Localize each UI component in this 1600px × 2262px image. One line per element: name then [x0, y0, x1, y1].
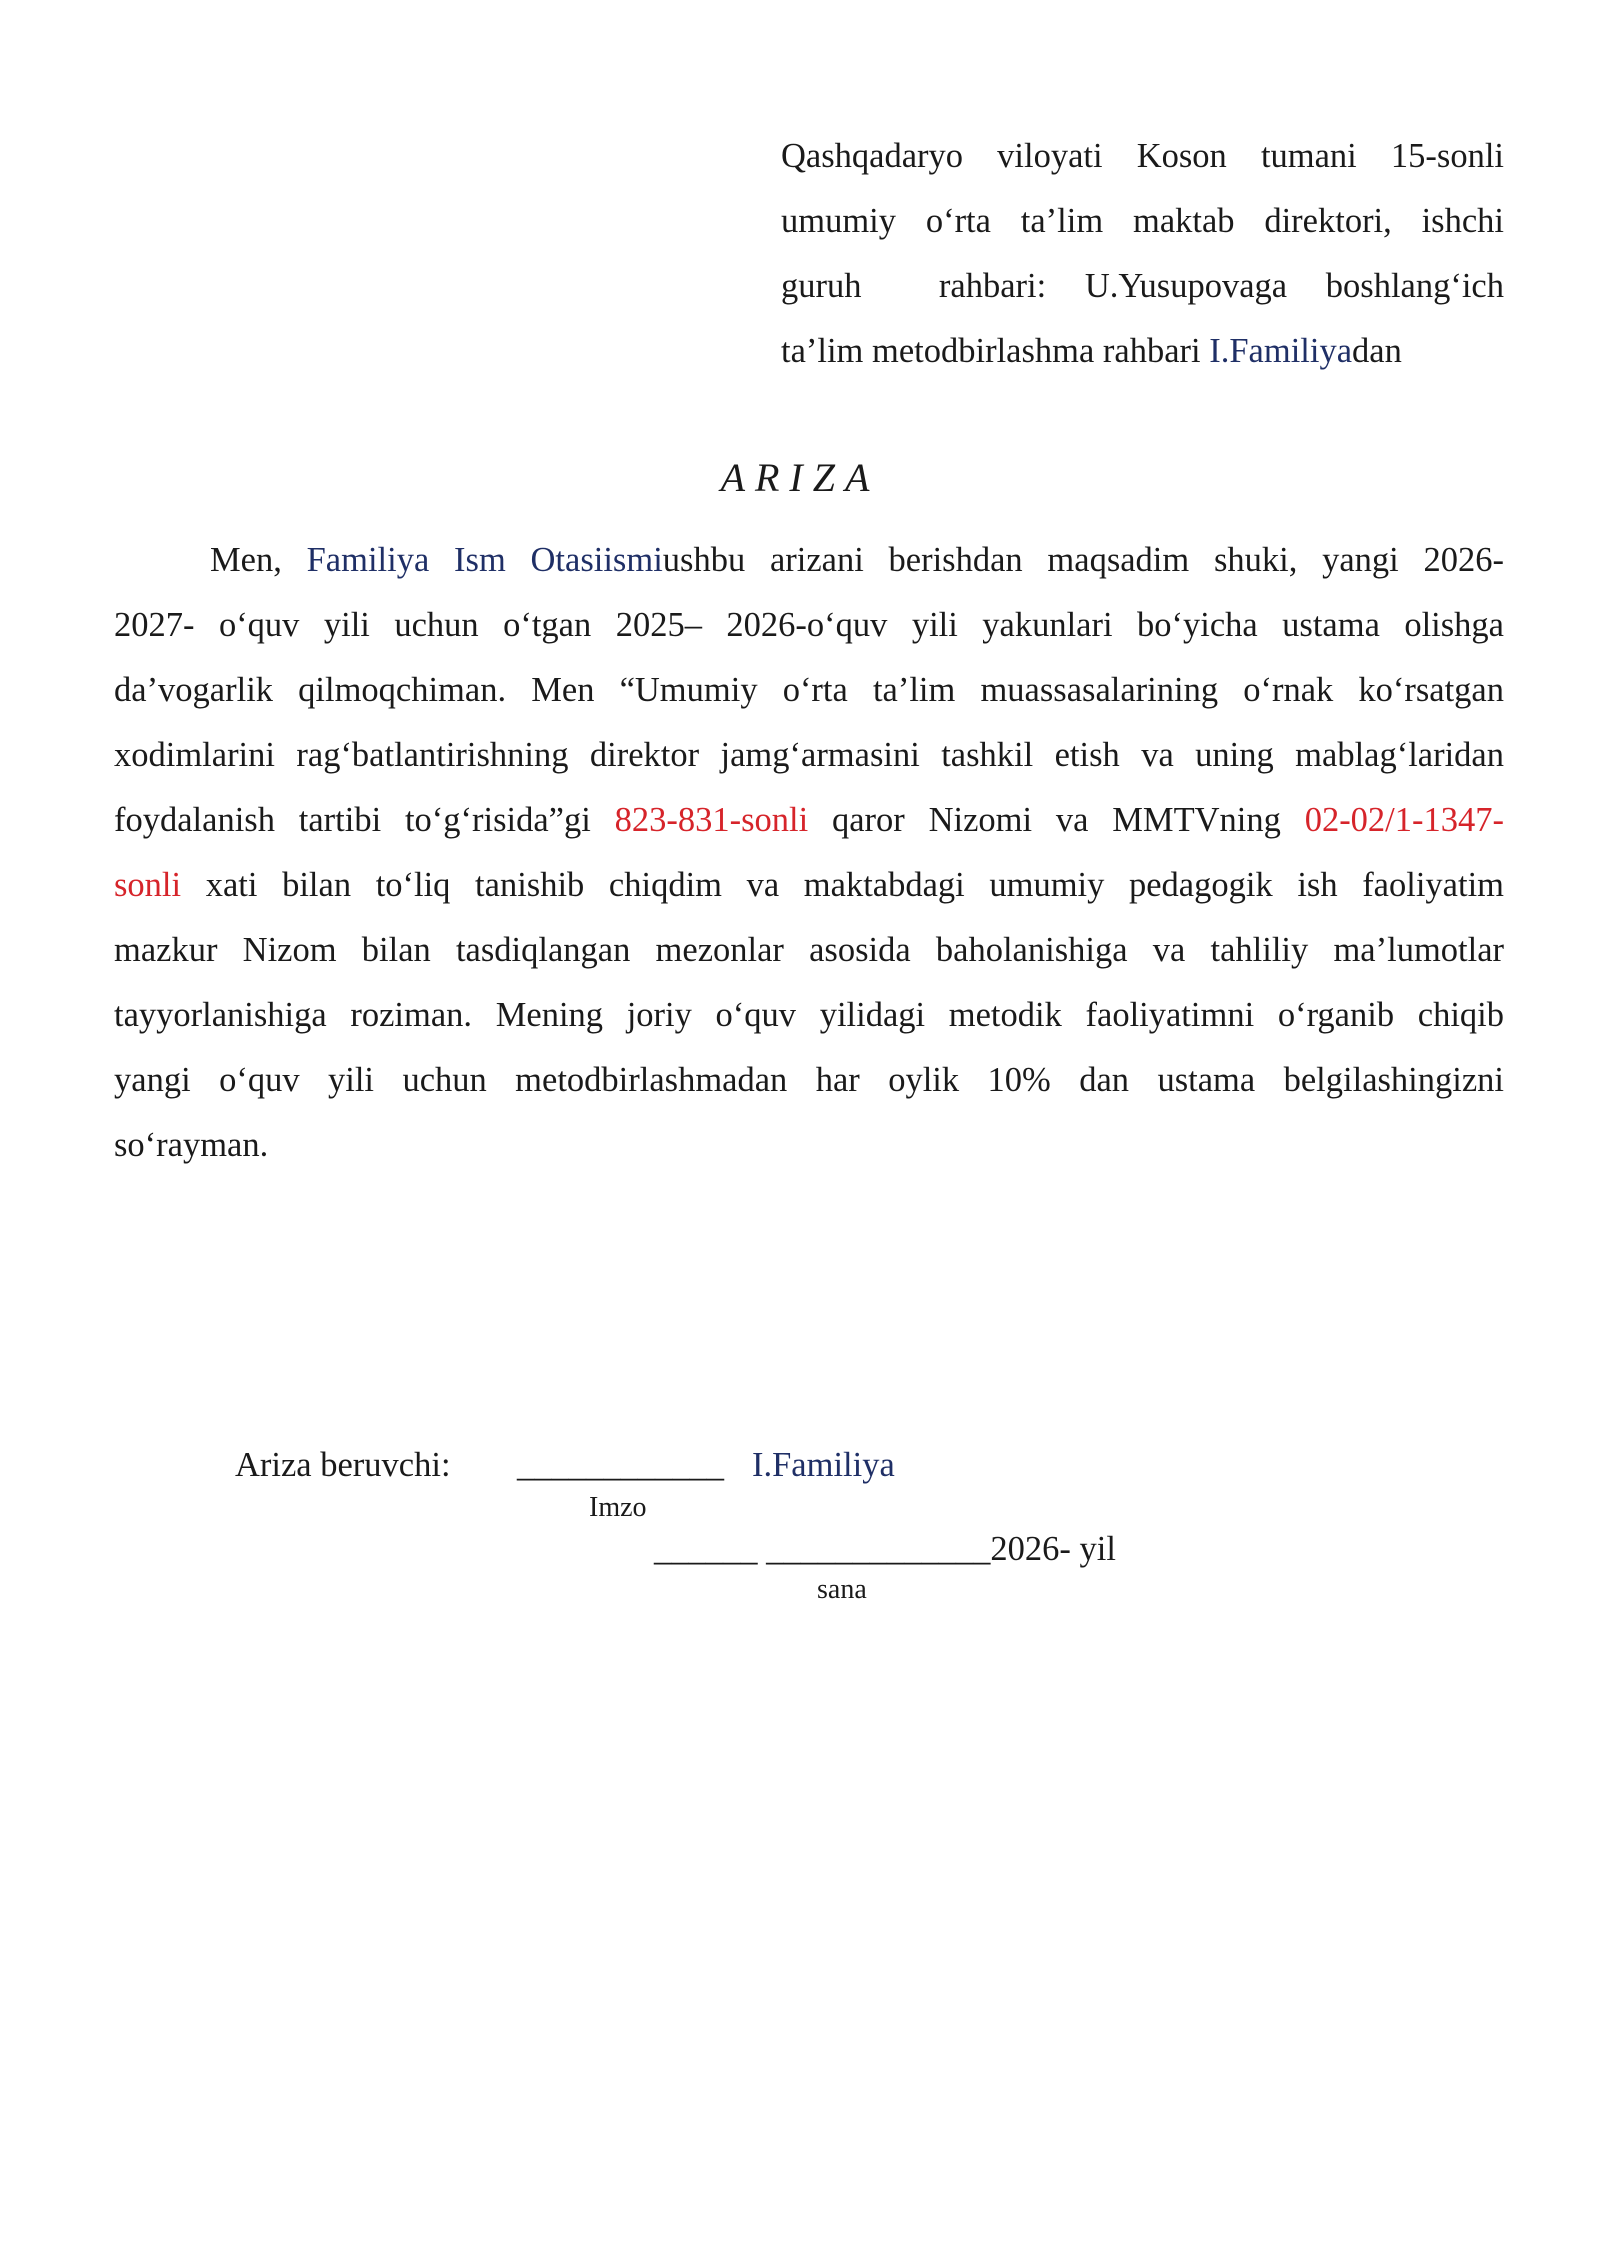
signature-caption: Imzo [589, 1492, 647, 1523]
addressee-line-3: guruh rahbari: U.Yusupovaga boshlang‘ich [781, 267, 1504, 305]
body-line-6-rest: xati bilan to‘liq tanishib chiqdim va maktabdagi umumiy pedagogik ish faoliyatim [181, 866, 1504, 904]
date-line: ______ _____________2026- yil [654, 1530, 1116, 1568]
body-line-1-start: Men, [210, 541, 307, 579]
addressee-sender-role: ta’lim metodbirlashma rahbari [781, 332, 1210, 370]
body-line-5-middle: qaror Nizomi va MMTVning [808, 801, 1305, 839]
signature-line: ____________ [517, 1446, 724, 1484]
body-line-1 [114, 528, 1504, 593]
letter-reference-part-1: 02-02/1-1347- [1304, 801, 1504, 839]
body-line-5 [114, 788, 1504, 853]
application-body [114, 528, 1504, 1178]
body-line-4: xodimlarini rag‘batlantirishning direktor jamg‘armasini tashkil etish va uning mablag‘laridan [114, 736, 1504, 774]
document-title: ARIZA [720, 455, 880, 500]
date-caption: sana [817, 1574, 867, 1605]
body-line-8: tayyorlanishiga roziman. Mening joriy o‘quv yilidagi metodik faoliyatimni o‘rganib chiqib [114, 996, 1504, 1034]
body-line-1-rest: ushbu arizani berishdan maqsadim shuki, yangi 2026- [662, 541, 1504, 579]
addressee-line-4 [781, 319, 1504, 384]
addressee-line-2: umumiy o‘rta ta’lim maktab direktori, ishchi [781, 202, 1504, 240]
applicant-label: Ariza beruvchi: [235, 1446, 451, 1484]
body-line-10: so‘rayman. [114, 1126, 269, 1164]
decree-reference: 823-831-sonli [614, 801, 809, 839]
addressee-line-1: Qashqadaryo viloyati Koson tumani 15-sonli [781, 137, 1504, 175]
body-line-6 [114, 853, 1504, 918]
addressee-block [781, 124, 1504, 384]
body-line-7: mazkur Nizom bilan tasdiqlangan mezonlar asosida baholanishiga va tahliliy ma’lumotlar [114, 931, 1504, 969]
body-line-3: da’vogarlik qilmoqchiman. Men “Umumiy o‘rta ta’lim muassasalarining o‘rnak ko‘rsatgan [114, 671, 1504, 709]
applicant-full-name: Familiya Ism Otasiismi [306, 541, 663, 579]
applicant-name-signature: I.Familiya [752, 1446, 895, 1484]
letter-reference-part-2: sonli [114, 866, 182, 904]
body-line-5-start: foydalanish tartibi to‘g‘risida”gi [114, 801, 615, 839]
addressee-sender-name: I.Familiya [1209, 332, 1353, 370]
body-line-2: 2027- o‘quv yili uchun o‘tgan 2025– 2026-o‘quv yili yakunlari bo‘yicha ustama olishga [114, 606, 1504, 644]
body-line-9: yangi o‘quv yili uchun metodbirlashmadan har oylik 10% dan ustama belgilashingizni [114, 1061, 1504, 1099]
addressee-sender-suffix: dan [1352, 332, 1402, 370]
